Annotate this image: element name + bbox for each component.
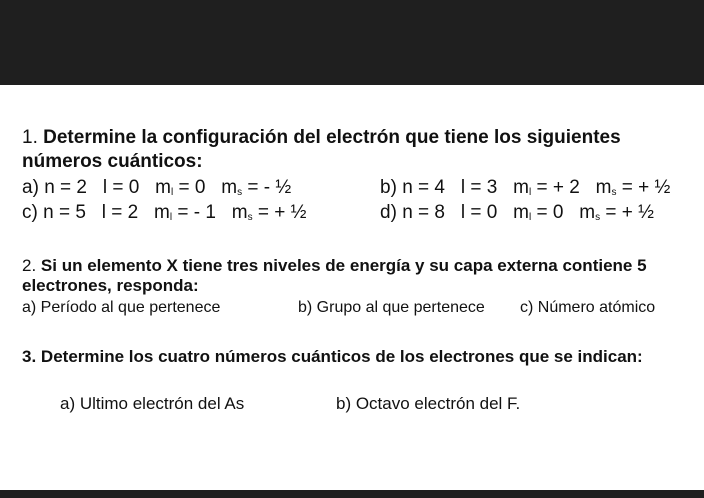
q1-a-n: n = 2 <box>44 177 87 198</box>
q2-number: 2. <box>22 256 37 275</box>
bottom-dark-band <box>0 490 704 498</box>
q1-b-ms: ms = + ½ <box>595 177 671 198</box>
q1-option-a: a) n = 2 l = 0 ml = 0 ms = - ½ <box>22 177 292 198</box>
q1-c-ml: ml = - 1 <box>154 202 216 223</box>
q1-d-ml: ml = 0 <box>513 202 564 223</box>
q1-a-ml: ml = 0 <box>155 177 206 198</box>
q2-title-line2: electrones, responda: <box>22 276 199 295</box>
top-dark-band <box>0 0 704 85</box>
q1-d-ms: ms = + ½ <box>579 202 654 223</box>
q2-title-text: Si un elemento X tiene tres niveles de energía y su capa externa contiene 5 <box>40 256 647 275</box>
q1-b-l: l = 3 <box>460 177 498 198</box>
q2-option-a: a) Período al que pertenece <box>22 299 221 316</box>
q2-option-c: c) Número atómico <box>520 299 656 316</box>
q1-b-ml: ml = + 2 <box>513 177 580 198</box>
q1-number: 1. <box>22 127 38 148</box>
q3-option-a: a) Ultimo electrón del As <box>60 394 245 413</box>
q2-title-line1 <box>22 257 647 274</box>
q3-number: 3. <box>22 347 37 366</box>
q1-a-l: l = 0 <box>102 177 140 198</box>
q1-b-n: n = 4 <box>402 177 445 198</box>
q1-a-ms: ms = - ½ <box>221 177 292 198</box>
q3-title-text: Determine los cuatro números cuánticos de los electrones que se indican: <box>40 347 643 366</box>
q3-option-b: b) Octavo electrón del F. <box>336 394 521 413</box>
q1-d-n: n = 8 <box>402 202 445 223</box>
q1-title-text: Determine la configuración del electrón que tiene los siguientes <box>43 127 621 148</box>
q1-option-c: c) n = 5 l = 2 ml = - 1 ms = + ½ <box>22 202 307 223</box>
q1-title-line1 <box>22 128 621 147</box>
q1-title-line2: números cuánticos: <box>22 151 203 172</box>
q1-option-d: d) n = 8 l = 0 ml = 0 ms = + ½ <box>380 202 654 223</box>
q1-d-l: l = 0 <box>460 202 498 223</box>
q3-title-line <box>22 348 643 365</box>
q1-c-l: l = 2 <box>101 202 139 223</box>
q1-c-ms: ms = + ½ <box>231 202 307 223</box>
q2-option-b: b) Grupo al que pertenece <box>298 299 485 316</box>
q1-c-n: n = 5 <box>43 202 86 223</box>
worksheet-page <box>0 85 704 490</box>
q1-option-b: b) n = 4 l = 3 ml = + 2 ms = + ½ <box>380 177 671 198</box>
